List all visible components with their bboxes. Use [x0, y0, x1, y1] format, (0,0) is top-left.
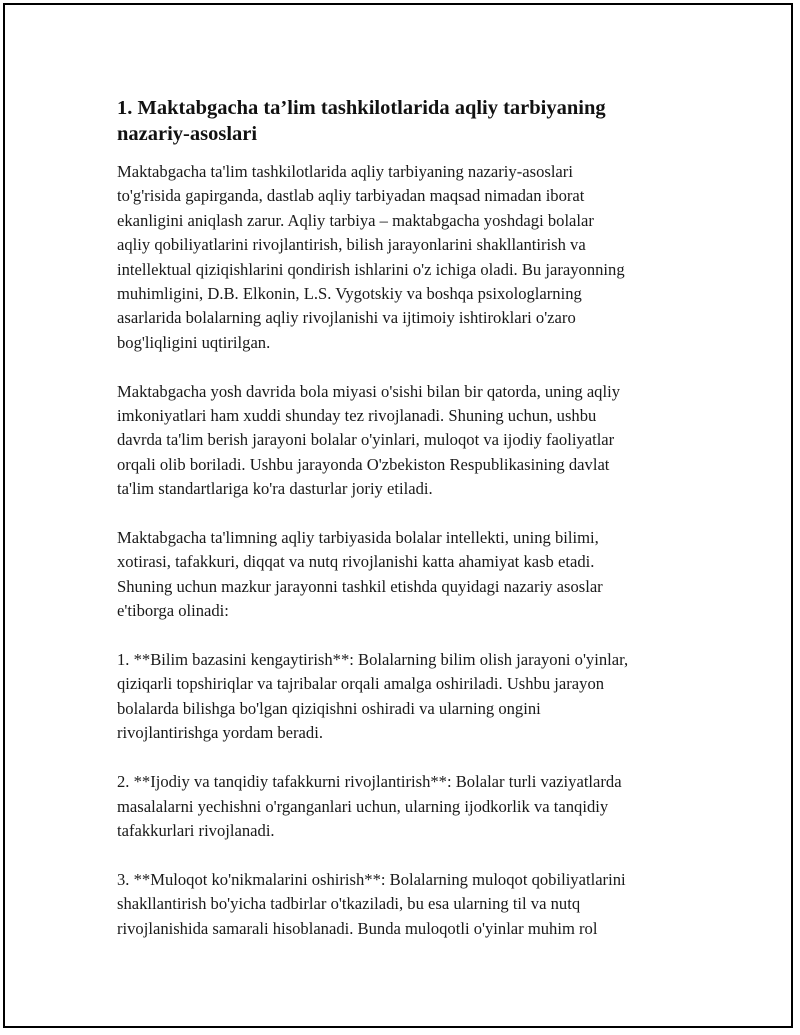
paragraph-theoretical-bases: Maktabgacha ta'limning aqliy tarbiyasida bolalar intellekti, uning bilimi, xotirasi, tafakkuri, diqqat va nutq rivojlanishi katta ahamiyat kasb etadi. Shuning uchun mazkur jarayonni tashkil etishda quyidagi nazariy asoslar e'tiborga olinadi:: [117, 528, 603, 621]
list-item-creative-thinking: 2. **Ijodiy va tanqidiy tafakkurni rivojlantirish**: Bolalar turli vaziyatlarda masalalarni yechishni o'rganganlari uchun, ularning ijodkorlik va tanqidiy tafakkurlari rivojlanadi.: [117, 772, 622, 840]
document-body: [117, 95, 707, 965]
paragraph-intro: Maktabgacha ta'lim tashkilotlarida aqliy tarbiyaning nazariy-asoslari to'g'risida gapirganda, dastlab aqliy tarbiyadan maqsad nimadan iborat ekanligini aniqlash zarur. Aqliy tarbiya – maktabgacha yoshdagi bolalar aqliy qobiliyatlarini rivojlantirish, bilish jarayonlarini shakllantirish va intellektual qiziqishlarini qondirish ishlarini o'z ichiga oladi. Bu jarayonning muhimligini, D.B. Elkonin, L.S. Vygotskiy va boshqa psixologlarning asarlarida bolalarning aqliy rivojlanishi va ijtimoiy ishtiroklari o'zaro bog'liqligini uqtirilgan.: [117, 162, 625, 352]
list-item-communication-skills: 3. **Muloqot ko'nikmalarini oshirish**: Bolalarning muloqot qobiliyatlarini shakllantirish bo'yicha tadbirlar o'tkaziladi, bu esa ularning til va nutq rivojlanishida samarali hisoblanadi. Bunda muloqotli o'yinlar muhim rol: [117, 869, 626, 938]
document-title: 1. Maktabgacha ta’lim tashkilotlarida aqliy tarbiyaning nazariy-asoslari: [117, 97, 606, 145]
paragraph-age-development: Maktabgacha yosh davrida bola miyasi o'sishi bilan bir qatorda, uning aqliy imkoniyatlari ham xuddi shunday tez rivojlanadi. Shuning uchun, ushbu davrda ta'lim berish jarayoni bolalar o'yinlari, muloqot va ijodiy faoliyatlar orqali olib boriladi. Ushbu jarayonda O'zbekiston Respublikasining davlat ta'lim standartlariga ko'ra dasturlar joriy etiladi.: [117, 381, 620, 499]
list-item-knowledge-base: 1. **Bilim bazasini kengaytirish**: Bolalarning bilim olish jarayoni o'yinlar, qiziqarli topshiriqlar va tajribalar orqali amalga oshiriladi. Ushbu jarayon bolalarda bilishga bo'lgan qiziqishni oshiradi va ularning ongini rivojlantirishga yordam beradi.: [117, 650, 629, 743]
